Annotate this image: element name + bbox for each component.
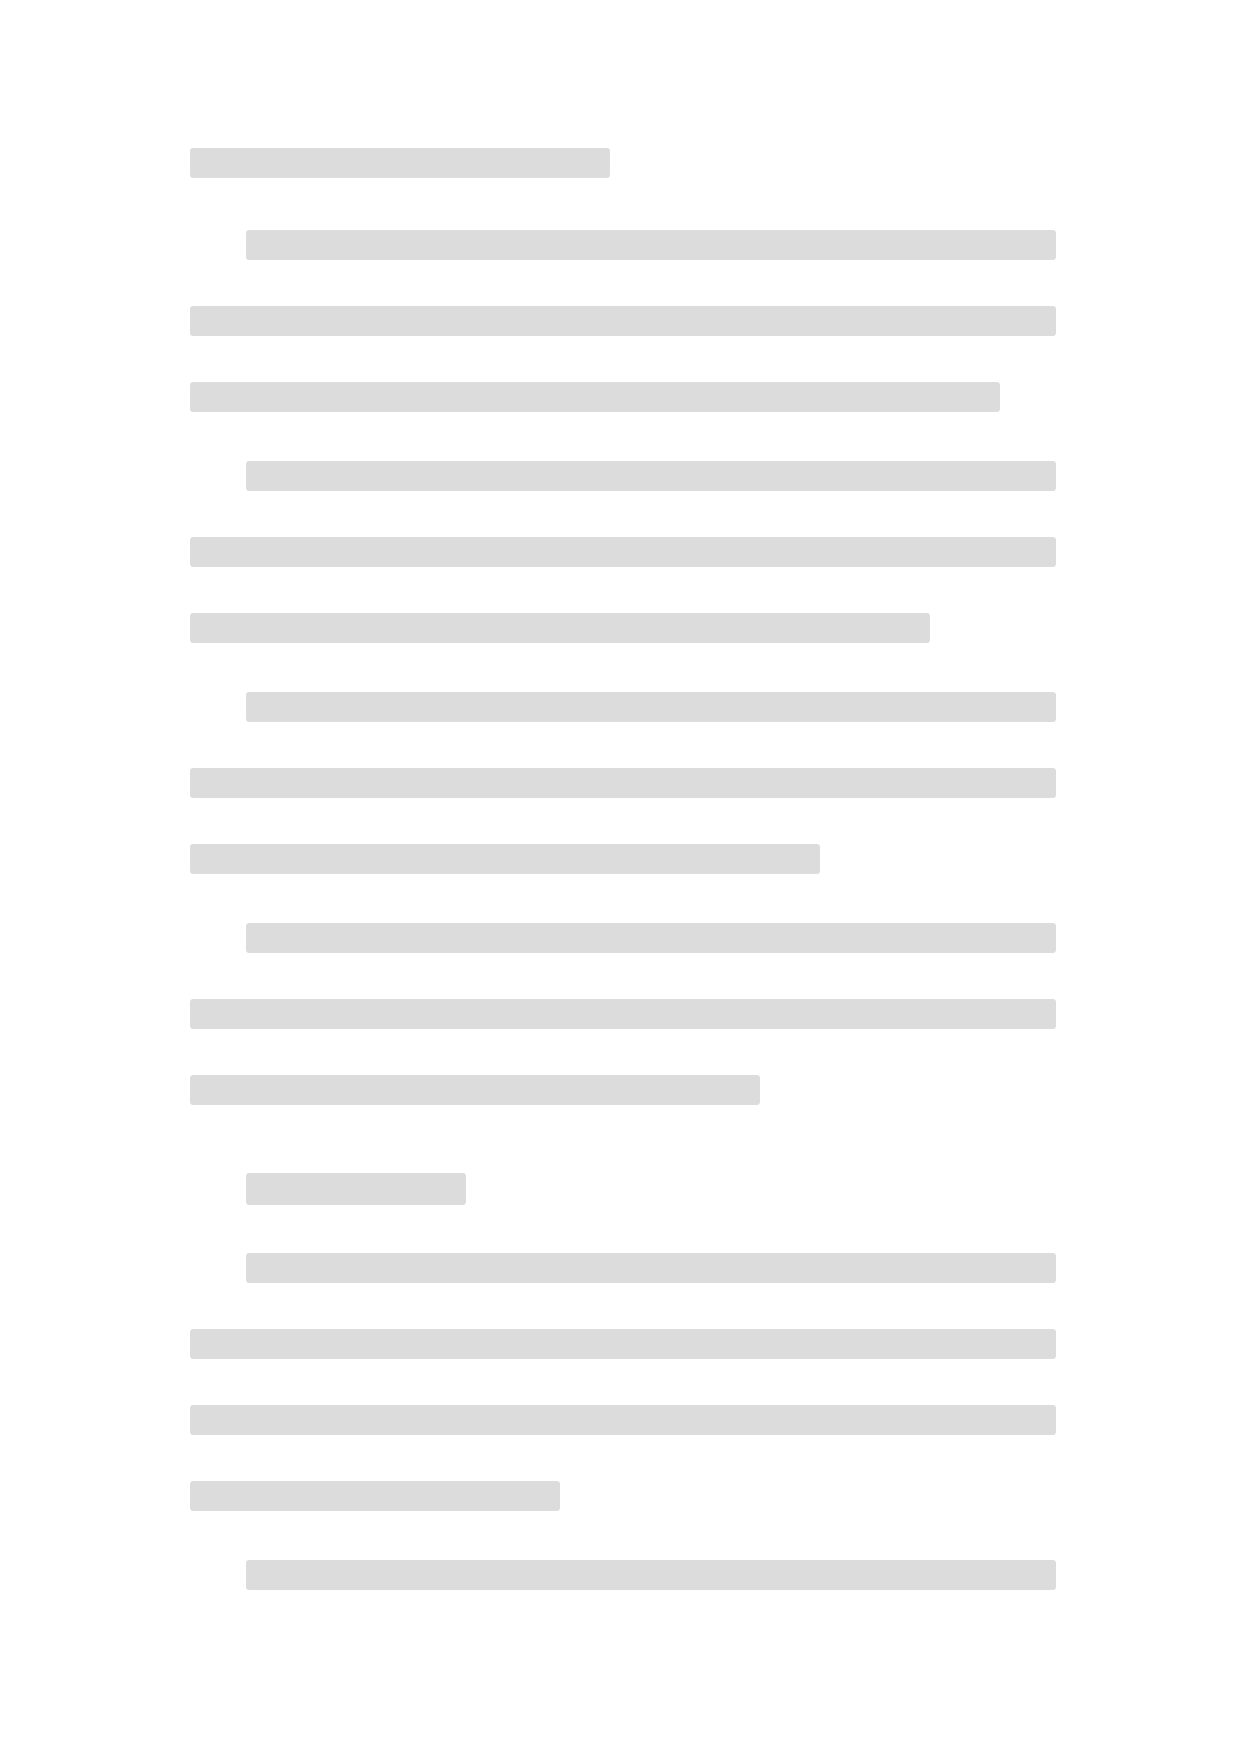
text-line-placeholder [190, 1405, 1056, 1435]
text-line-placeholder [246, 1253, 1056, 1283]
text-line-placeholder [190, 148, 610, 178]
text-line-placeholder [190, 537, 1056, 567]
text-line-placeholder [190, 382, 1000, 412]
text-line-placeholder [246, 461, 1056, 491]
heading-placeholder [246, 1173, 466, 1205]
text-line-placeholder [190, 844, 820, 874]
text-line-placeholder [190, 306, 1056, 336]
text-line-placeholder [190, 613, 930, 643]
text-line-placeholder [190, 1075, 760, 1105]
text-line-placeholder [190, 1329, 1056, 1359]
text-line-placeholder [190, 1481, 560, 1511]
text-line-placeholder [246, 923, 1056, 953]
text-line-placeholder [246, 230, 1056, 260]
text-line-placeholder [246, 692, 1056, 722]
text-line-placeholder [190, 768, 1056, 798]
text-line-placeholder [190, 999, 1056, 1029]
text-line-placeholder [246, 1560, 1056, 1590]
